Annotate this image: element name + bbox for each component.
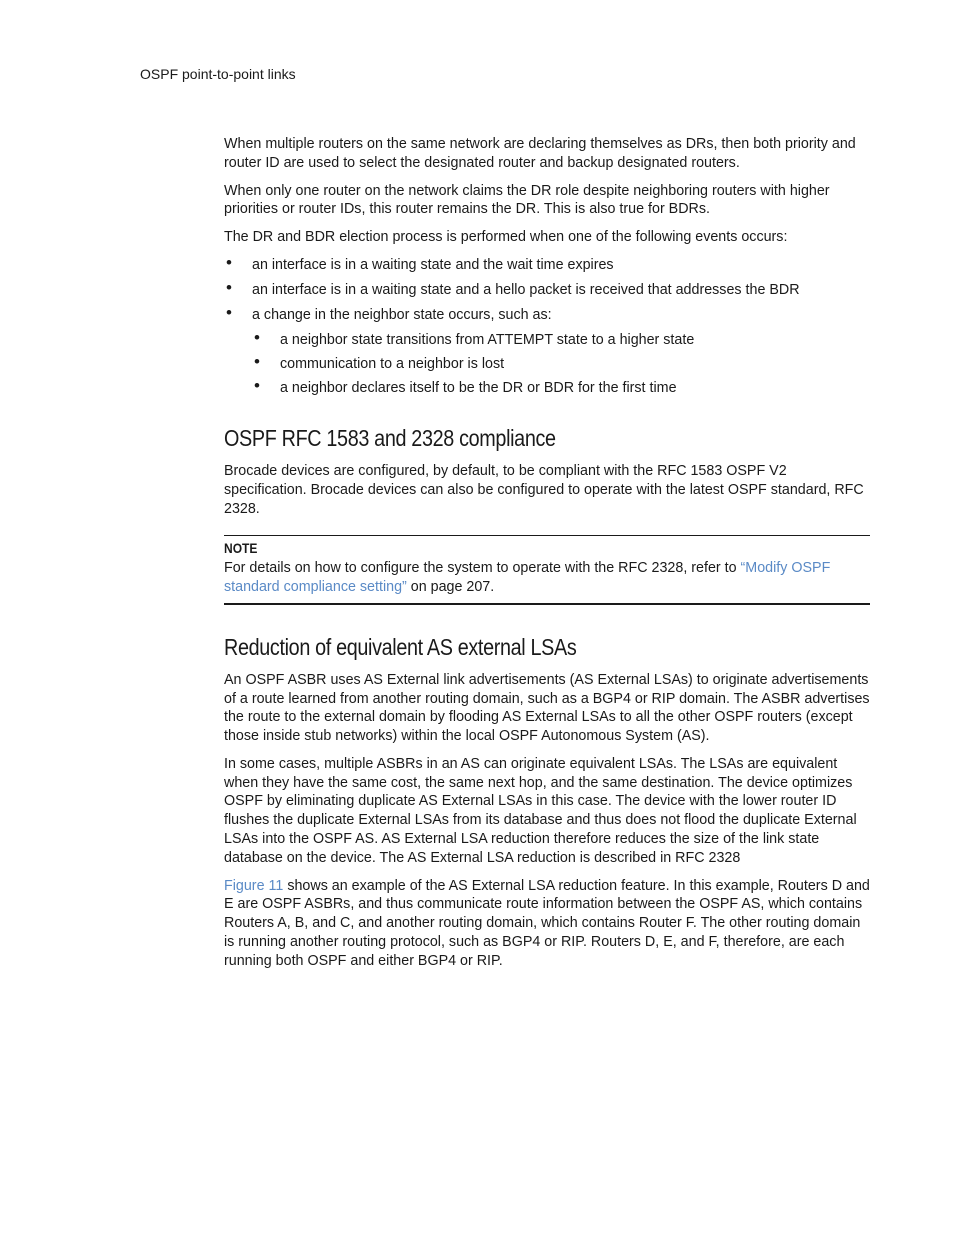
paragraph-asbr: An OSPF ASBR uses AS External link advertisements (AS External LSAs) to originate advertisements of a route learned from another routing domain, such as a BGP4 or RIP domain. The ASBR advertises the route to the external domain by flooding AS External LSAs to all the other OSPF routers (except those inside stub networks) within the local OSPF Autonomous System (AS). xyxy=(224,671,870,745)
list-item: • an interface is in a waiting state and a hello packet is received that addresses the BDR xyxy=(224,281,870,300)
document-body xyxy=(224,135,870,980)
paragraph-figure-reference xyxy=(224,877,870,971)
note-label: NOTE xyxy=(224,540,258,557)
election-events-list xyxy=(224,256,870,398)
note-text xyxy=(224,559,870,597)
running-header: OSPF point-to-point links xyxy=(140,66,296,82)
sub-list-item: • communication to a neighbor is lost xyxy=(252,355,870,374)
paragraph-dr-priority: When multiple routers on the same network are declaring themselves as DRs, then both priority and router ID are used to select the designated router and backup designated routers. xyxy=(224,136,856,171)
note-box xyxy=(224,535,870,604)
modify-ospf-compliance-link[interactable]: “Modify OSPF standard compliance setting” xyxy=(224,560,831,595)
section-heading-rfc-compliance: OSPF RFC 1583 and 2328 compliance xyxy=(224,424,556,451)
note-text-after: on page 207. xyxy=(406,578,495,595)
paragraph-election-events: The DR and BDR election process is performed when one of the following events occurs: xyxy=(224,229,788,246)
list-item: • an interface is in a waiting state and the wait time expires xyxy=(224,256,870,275)
sub-list-item: • a neighbor state transitions from ATTEMPT state to a higher state xyxy=(252,331,870,350)
figure-11-link[interactable]: Figure 11 xyxy=(224,877,284,894)
figure-reference-text: shows an example of the AS External LSA reduction feature. In this example, Routers D and E are OSPF ASBRs, and thus communicate route information between the OSPF AS, which contains Routers A, B, and C, and another routing domain, which contains Router F. The other routing domain is running another routing protocol, such as BGP4 or RIP. Routers D, E, and F, therefore, are each running both OSPF and either BGP4 or RIP. xyxy=(224,877,870,969)
note-text-before: For details on how to configure the system to operate with the RFC 2328, refer to xyxy=(224,560,741,577)
list-item xyxy=(224,306,870,398)
section-heading-lsa-reduction: Reduction of equivalent AS external LSAs xyxy=(224,633,577,660)
list-item-text: a change in the neighbor state occurs, such as: xyxy=(252,306,552,323)
paragraph-rfc-compliance: Brocade devices are configured, by default, to be compliant with the RFC 1583 OSPF V2 specification. Brocade devices can also be configured to operate with the latest OSPF standard, RFC 2328. xyxy=(224,462,864,517)
neighbor-state-list xyxy=(252,331,870,398)
paragraph-equivalent-lsas: In some cases, multiple ASBRs in an AS can originate equivalent LSAs. The LSAs are equivalent when they have the same cost, the same next hop, and the same destination. The device optimizes OSPF by eliminating duplicate AS External LSAs in this case. The device with the lower router ID flushes the duplicate External LSAs from its database and thus does not flood the duplicate External LSAs into the OSPF AS. AS External LSA reduction therefore reduces the size of the link state database on the device. The AS External LSA reduction is described in RFC 2328 xyxy=(224,755,857,866)
paragraph-single-dr: When only one router on the network claims the DR role despite neighboring routers with higher priorities or router IDs, this router remains the DR. This is also true for BDRs. xyxy=(224,182,830,218)
sub-list-item: • a neighbor declares itself to be the DR or BDR for the first time xyxy=(252,379,870,398)
